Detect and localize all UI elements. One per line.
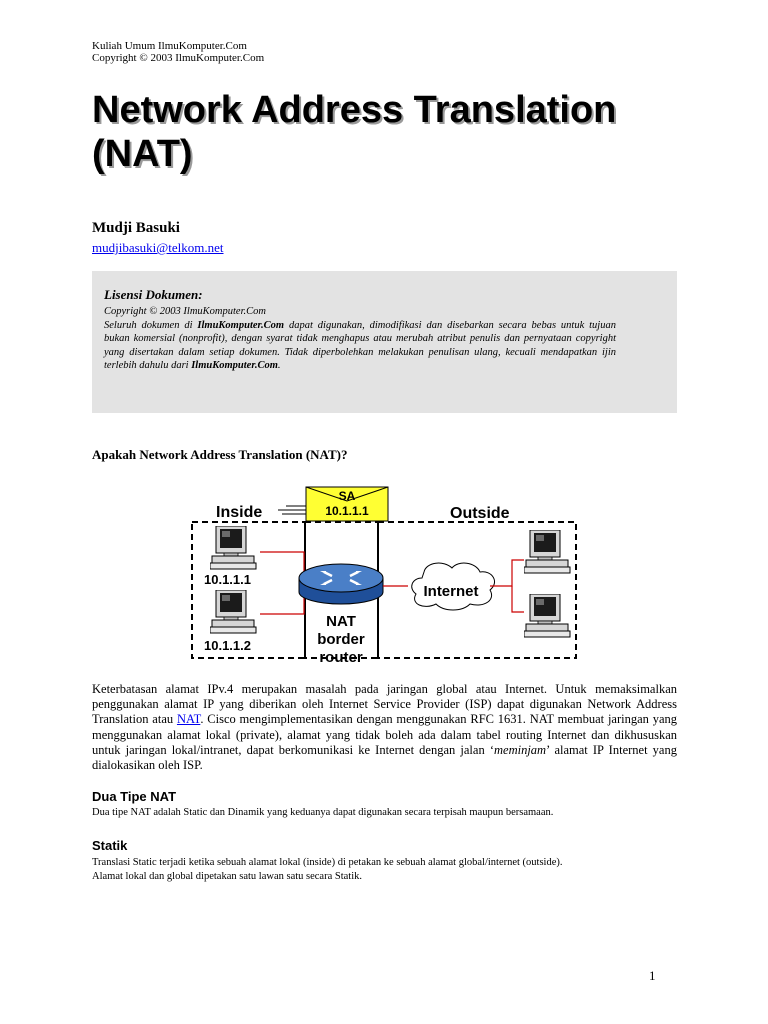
host2-address: 10.1.1.2 (204, 638, 251, 653)
license-text-mid: dapat digunakan, dimodifikasi dan disebarkan secara bebas untuk tujuan bukan komersial (nonprofit), dengan syarat tidak menghapus atau merubah atribut penulis dan pernyataan copyright yang disertakan dalam setiap dokumen. Tidak diperbolehkan melakukan penulisan ulang, kecuali mendapatkan ijin terlebih dahulu dari (104, 319, 616, 371)
dua-tipe-text: Dua tipe NAT adalah Static dan Dinamik yang keduanya dapat digunakan secara terpisah maupun bersamaan. (92, 807, 554, 818)
page-number: 1 (649, 968, 656, 983)
router-label-line2: border (317, 631, 365, 648)
intro-paragraph (92, 682, 677, 773)
statik-text-line1: Translasi Static terjadi ketika sebuah alamat lokal (inside) di petakan ke sebuah alamat global/internet (outside). (92, 857, 563, 868)
license-title: Lisensi Dokumen: (104, 287, 203, 302)
page-title: Network Address Translation (NAT) (92, 89, 617, 175)
host1-address: 10.1.1.1 (204, 572, 251, 587)
para-text-2: . Cisco mengimplementasikan dengan menggunakan RFC 1631. NAT membuat jaringan yang menggunakan alamat lokal (private), alamat yang tidak boleh ada dalam tabel routing Internet dan dikhususkan untuk jaringan lokal/intranet, dapat berkomunikasi ke Internet dengan jalan ‘ (92, 712, 678, 757)
internet-label: Internet (423, 583, 479, 600)
license-text-end: . (277, 360, 281, 371)
statik-text-line2: Alamat lokal dan global dipetakan satu lawan satu secara Statik. (92, 871, 362, 882)
license-site: IlmuKomputer.Com (197, 319, 285, 331)
outside-label: Outside (450, 505, 510, 522)
nat-diagram (186, 482, 586, 666)
license-copyright: Copyright © 2003 IlmuKomputer.Com (104, 306, 266, 317)
header-course: Kuliah Umum IlmuKomputer.Com (92, 40, 247, 52)
header-copyright: Copyright © 2003 IlmuKomputer.Com (92, 52, 265, 64)
heading-dua-tipe-nat: Dua Tipe NAT (92, 789, 177, 804)
author-email-link[interactable]: mudjibasuki@telkom.net (92, 240, 224, 255)
author-name: Mudji Basuki (92, 220, 180, 236)
wire (490, 560, 524, 586)
inside-pc-icon (210, 526, 256, 569)
license-box (92, 271, 677, 413)
para-italic: meminjam (494, 742, 547, 757)
heading-statik: Statik (92, 838, 128, 853)
sa-address: 10.1.1.1 (325, 504, 369, 518)
license-site-2: IlmuKomputer.Com (191, 360, 278, 371)
para-text-3: ’ alamat IP Internet yang dialokasikan oleh ISP. (92, 742, 677, 773)
wire (512, 586, 524, 612)
inside-pc-icon (210, 590, 256, 633)
outside-pc-icon (524, 594, 570, 637)
license-body (104, 305, 616, 373)
para-text-1: Keterbatasan alamat IPv.4 merupakan masalah pada jaringan global atau Internet. Untuk memaksimalkan penggunakan alamat IP yang diberikan oleh Internet Service Provider (ISP) dapat digunakan Network Address Translation atau (92, 682, 677, 727)
router-label-line1: NAT (326, 613, 356, 630)
license-text-pre: Seluruh dokumen di (104, 319, 198, 331)
sa-label: SA (338, 489, 356, 503)
outside-pc-icon (524, 530, 570, 573)
inside-label: Inside (216, 504, 263, 521)
nat-link[interactable]: NAT (176, 712, 201, 727)
section-heading-what-is-nat: Apakah Network Address Translation (NAT)? (92, 447, 348, 462)
router-label-line3: router (319, 649, 363, 666)
router-icon (299, 564, 383, 604)
wire (260, 584, 304, 614)
